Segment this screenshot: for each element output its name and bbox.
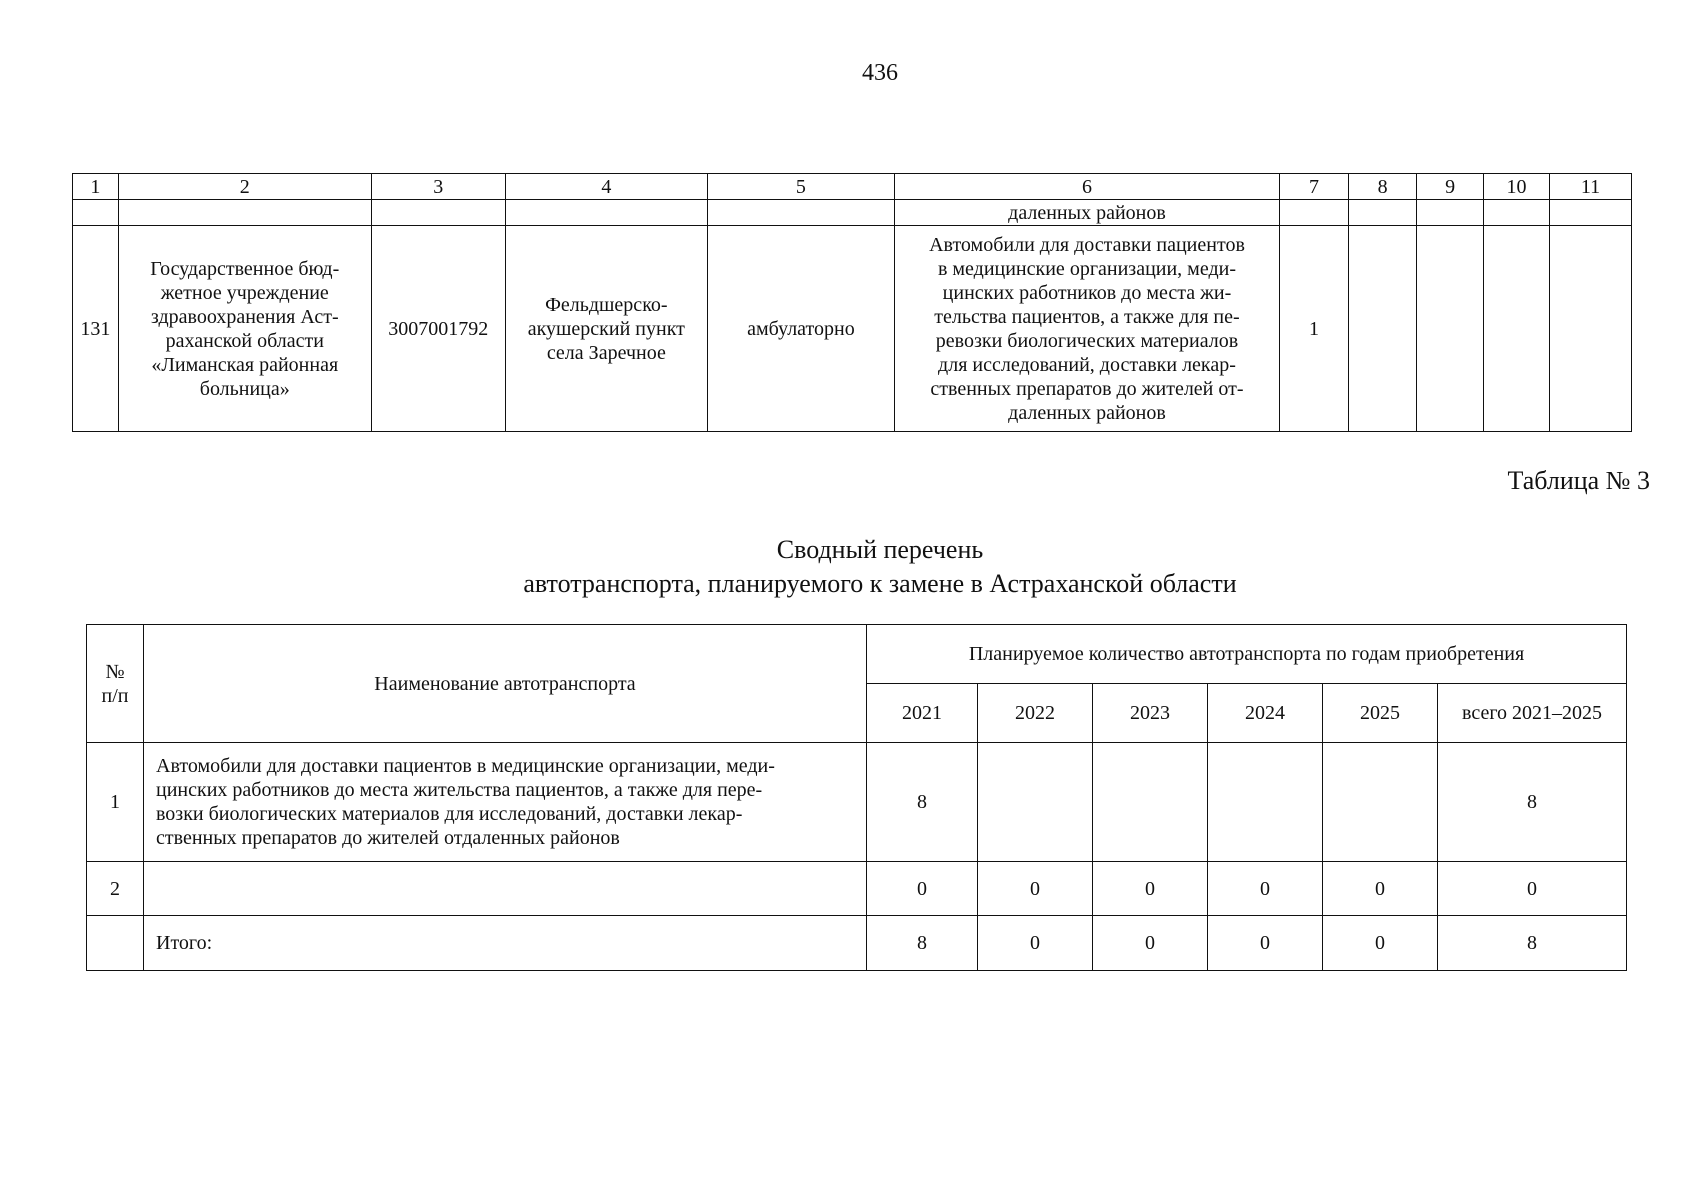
row-number: 2 — [87, 862, 144, 916]
page-number: 436 — [862, 60, 898, 86]
table-row — [87, 862, 1627, 916]
value-cell: 0 — [978, 916, 1093, 971]
summary-title-line2: автотранспорта, планируемого к замене в Астраханской области — [523, 569, 1237, 598]
column-number: 2 — [118, 174, 371, 200]
vehicle-quantity: 1 — [1279, 226, 1348, 432]
value-cell — [1208, 743, 1323, 862]
summary-table — [86, 624, 1627, 971]
inn-value: 3007001792 — [371, 226, 505, 432]
value-cell: 0 — [1323, 862, 1438, 916]
value-cell: 8 — [867, 916, 978, 971]
column-number: 1 — [73, 174, 119, 200]
column-number: 9 — [1417, 174, 1484, 200]
header-year: 2022 — [978, 684, 1093, 743]
vehicle-name — [144, 862, 867, 916]
vehicle-name: Автомобили для доставки пациентов в медицинские организации, меди- цинских работников до места жительства пациентов, а также для пере- возки биологических материалов для исследований, доставки лекар- ственных препаратов до жителей отдаленных районов — [144, 743, 867, 862]
value-cell: 0 — [1208, 916, 1323, 971]
continued-text: даленных районов — [895, 200, 1280, 226]
column-number: 5 — [707, 174, 894, 200]
value-cell: 0 — [1323, 916, 1438, 971]
facility-name: Фельдшерско- акушерский пункт села Заречное — [505, 226, 707, 432]
value-cell — [1323, 743, 1438, 862]
value-cell: 0 — [978, 862, 1093, 916]
table-label: Таблица № 3 — [1507, 466, 1650, 495]
total-label: Итого: — [144, 916, 867, 971]
value-cell — [978, 743, 1093, 862]
header-year: 2025 — [1323, 684, 1438, 743]
value-cell: 0 — [867, 862, 978, 916]
header-total: всего 2021–2025 — [1438, 684, 1627, 743]
table-row — [73, 226, 1632, 432]
column-number-row — [73, 174, 1632, 200]
total-row — [87, 916, 1627, 971]
summary-title — [0, 533, 1697, 601]
value-cell: 8 — [867, 743, 978, 862]
column-number: 8 — [1349, 174, 1417, 200]
care-conditions: амбулаторно — [707, 226, 894, 432]
header-name: Наименование автотранспорта — [144, 625, 867, 743]
value-cell: 0 — [1208, 862, 1323, 916]
column-number: 6 — [895, 174, 1280, 200]
header-planned: Планируемое количество автотранспорта по годам приобретения — [867, 625, 1627, 684]
row-number: 131 — [73, 226, 119, 432]
column-number: 10 — [1484, 174, 1550, 200]
value-cell: 0 — [1093, 916, 1208, 971]
header-row — [87, 625, 1627, 684]
table-row — [87, 743, 1627, 862]
column-number: 3 — [371, 174, 505, 200]
header-year: 2024 — [1208, 684, 1323, 743]
header-year: 2023 — [1093, 684, 1208, 743]
summary-title-line1: Сводный перечень — [776, 535, 984, 564]
value-cell: 0 — [1093, 862, 1208, 916]
continuation-table — [72, 173, 1632, 432]
continuation-row — [73, 200, 1632, 226]
total-cell: 0 — [1438, 862, 1627, 916]
total-cell: 8 — [1438, 916, 1627, 971]
institution-name: Государственное бюд- жетное учреждение здравоохранения Аст- раханской области «Лиманская районная больница» — [118, 226, 371, 432]
value-cell — [1093, 743, 1208, 862]
vehicle-description: Автомобили для доставки пациентов в медицинские организации, меди- цинских работников до места жи- тельства пациентов, а также для пе- ревозки биологических материалов для исследований, доставки лекар- ственных препаратов до жителей от- даленных районов — [895, 226, 1280, 432]
row-number: 1 — [87, 743, 144, 862]
column-number: 7 — [1279, 174, 1348, 200]
column-number: 11 — [1550, 174, 1632, 200]
total-cell: 8 — [1438, 743, 1627, 862]
column-number: 4 — [505, 174, 707, 200]
header-num: № п/п — [87, 625, 144, 743]
header-year: 2021 — [867, 684, 978, 743]
